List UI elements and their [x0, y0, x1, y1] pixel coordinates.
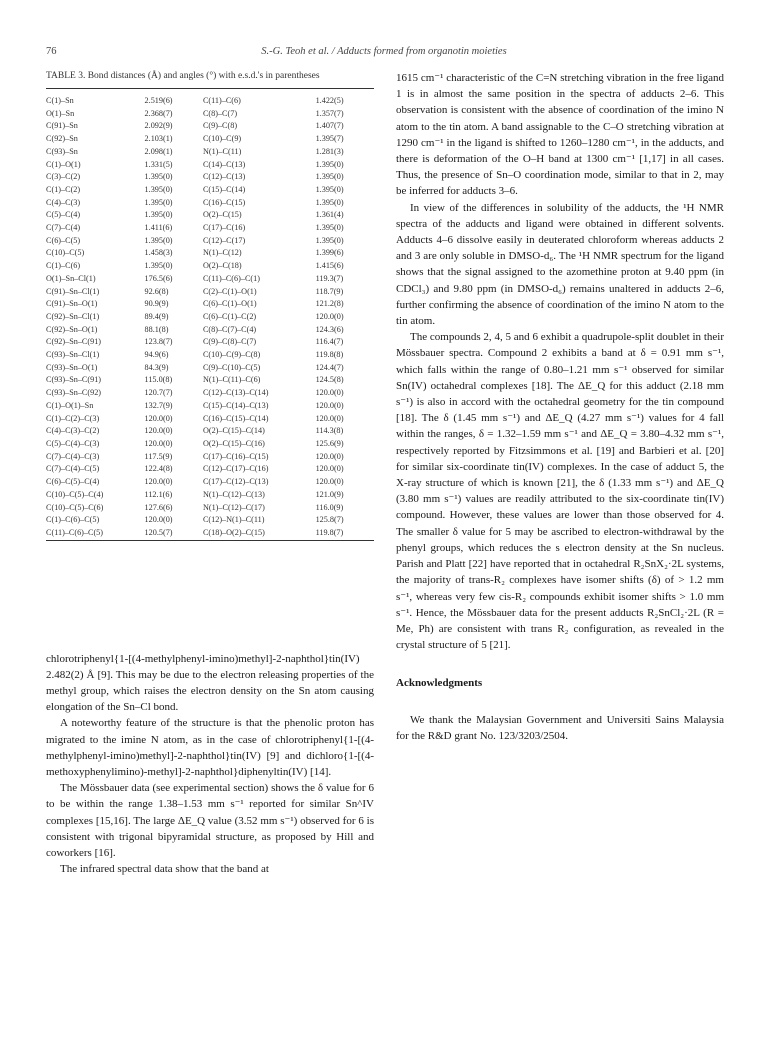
bond-value-cell: 120.0(0)	[315, 477, 344, 487]
bond-label-cell: C(92)–Sn–C(91)	[46, 337, 102, 347]
bond-value-cell: 112.1(6)	[144, 489, 173, 499]
left-paragraph: The infrared spectral data show that the band at	[60, 863, 269, 876]
bond-value-cell: 89.4(9)	[144, 311, 169, 321]
bond-value-cell: 122.4(8)	[144, 464, 173, 474]
bond-value-cell: 1.395(0)	[315, 197, 344, 207]
bond-label-cell: C(2)–C(1)–O(1)	[202, 286, 257, 296]
table-row	[46, 197, 374, 210]
bond-value-cell: 1.407(7)	[315, 121, 344, 131]
table-row	[46, 120, 374, 133]
bond-label-cell: N(1)–C(12)–C(13)	[202, 489, 265, 499]
running-header	[46, 46, 722, 60]
left-body	[46, 651, 374, 878]
bond-label-cell: C(6)–C(5)	[46, 235, 81, 245]
table-row	[46, 502, 374, 515]
bond-value-cell: 120.0(0)	[144, 515, 173, 525]
bond-label-cell: C(18)–O(2)–C(15)	[202, 527, 265, 537]
table-row	[46, 514, 374, 527]
bond-value-cell: 132.7(9)	[144, 400, 173, 410]
bond-value-cell: 119.3(7)	[315, 273, 344, 283]
bond-value-cell: 125.8(7)	[315, 515, 344, 525]
table-row	[46, 387, 374, 400]
bond-value-cell: 114.3(8)	[315, 426, 344, 436]
table-row	[46, 311, 374, 324]
bond-value-cell: 119.8(8)	[315, 350, 344, 360]
table-row	[46, 95, 374, 108]
bond-value-cell: 90.9(9)	[144, 299, 169, 309]
bond-value-cell: 2.519(6)	[144, 96, 173, 105]
bond-label-cell: C(10)–C(5)–C(4)	[46, 489, 104, 499]
bond-label-cell: N(1)–C(11)	[202, 146, 242, 156]
bond-value-cell: 1.395(0)	[144, 210, 173, 220]
bond-label-cell: C(9)–C(8)	[202, 121, 238, 131]
bond-label-cell: C(7)–C(4)–C(5)	[46, 464, 100, 474]
table-row	[46, 159, 374, 172]
bond-table	[46, 88, 374, 544]
table-row	[46, 400, 374, 413]
table-row	[46, 209, 374, 222]
bond-label-cell: C(9)–C(10)–C(5)	[202, 362, 261, 372]
bond-value-cell: 94.9(6)	[144, 350, 169, 360]
bond-label-cell: C(93)–Sn–C(91)	[46, 375, 102, 385]
bond-label-cell: C(8)–C(7)	[202, 108, 238, 118]
bond-label-cell: C(15)–C(14)–C(13)	[202, 400, 269, 410]
table-row	[46, 527, 374, 540]
bond-label-cell: C(14)–C(13)	[202, 159, 246, 169]
bond-label-cell: C(9)–C(8)–C(7)	[202, 337, 257, 347]
bond-label-cell: C(1)–O(1)–Sn	[46, 400, 94, 410]
bond-value-cell: 116.4(7)	[315, 337, 344, 347]
bond-value-cell: 120.0(0)	[315, 400, 344, 410]
bond-label-cell: C(6)–C(1)–C(2)	[202, 311, 257, 321]
bond-label-cell: C(92)–Sn–Cl(1)	[46, 311, 100, 321]
table-row	[46, 324, 374, 337]
table-row	[46, 298, 374, 311]
bond-label-cell: C(6)–C(5)–C(4)	[46, 477, 100, 487]
bond-label-cell: C(5)–C(4)–C(3)	[46, 438, 100, 448]
bond-value-cell: 119.8(7)	[315, 527, 344, 537]
bond-label-cell: O(2)–C(15)	[202, 210, 242, 220]
left-column	[46, 70, 374, 877]
bond-label-cell: C(11)–C(6)–C(1)	[202, 273, 260, 283]
bond-value-cell: 116.0(9)	[315, 502, 344, 512]
table-row	[46, 235, 374, 248]
right-paragraph: In view of the differences in solubility of the adducts, the ¹H NMR spectra of the adducts and ligand were obtained in different solvents. Adducts 4–6 dissolve easily in deuterated chloroform whereas adducts 2 and 3 are only soluble in DMSO-d₆. The ¹H NMR spectrum for the ligand shows that the signal assigned to the azomethine proton at 9.40 ppm (in CDCl₃) and 9.80 ppm (in DMSO-d₆) remains unaltered in adducts 2–6, further confirming the absence of coordination of the imino N atom to the tin atom.	[396, 201, 724, 328]
bond-value-cell: 2.103(1)	[144, 134, 173, 144]
running-title: S.-G. Teoh et al. / Adducts formed from organotin moieties	[261, 46, 507, 57]
bond-value-cell: 1.411(6)	[144, 223, 173, 233]
bond-label-cell: C(93)–Sn–C(92)	[46, 388, 102, 398]
bond-label-cell: C(12)–C(17)	[202, 235, 246, 245]
bond-value-cell: 124.5(8)	[315, 375, 344, 385]
bond-label-cell: C(92)–Sn	[46, 134, 78, 144]
bond-value-cell: 124.4(7)	[315, 362, 344, 372]
bond-label-cell: O(1)–Sn–Cl(1)	[46, 273, 96, 283]
bond-label-cell: C(11)–C(6)	[202, 96, 241, 105]
right-paragraph: The compounds 2, 4, 5 and 6 exhibit a quadrupole-split doublet in their Mössbauer spectra. Compound 2 exhibits a band at δ = 0.91 mm s⁻¹, which falls within the range of 0.80–1.21 mm s⁻¹ observed for similar Sn(IV) octahedral complexes [18]. The ΔE_Q for this adduct (2.18 mm s⁻¹) is also in accord with the octahedral geometry for the tin compound [18]. The δ (1.45 mm s⁻¹) and ΔE_Q (4.27 mm s⁻¹) values for 4 fall within the ranges, δ = 1.32–1.59 mm s⁻¹ and ΔE_Q = 3.80–4.32 mm s⁻¹, respectively reported by Fitzsimmons et al. [19] and Barbieri et al. [20] for similar six-coordinate tin(IV) complexes. In the case of adduct 5, the X-ray structure of which is known [21], the δ (1.33 mm s⁻¹) and ΔE_Q (3.80 mm s⁻¹) values are readily attributed to the six-coordinate tin(IV) compound. However, these values are lower than those observed for 4. The smaller δ value for 5 may be ascribed to electron-withdrawal by the phenyl groups, which reduces the s electron density at the Sn nucleus. Parish and Platt [22] have reported that in octahedral R₂SnX₂·2L systems, the majority of trans-R₂ complexes have isomer shifts (δ) of > 1.2 mm s⁻¹, whereas very few cis-R₂ compounds exhibit isomer shifts > 1.0 mm s⁻¹. Hence, the Mössbauer data for the present adducts R₂SnCl₂·2L (R = Me, Ph) are consistent with trans R₂ configuration, as revealed in the crystal structure of 5 [21].	[396, 331, 724, 652]
bond-label-cell: C(10)–C(5)	[46, 248, 85, 258]
bond-label-cell: N(1)–C(12)–C(17)	[202, 502, 265, 512]
bond-value-cell: 117.5(9)	[144, 451, 173, 461]
left-paragraph: The Mössbauer data (see experimental section) shows the δ value for 6 to be within the range 1.38–1.53 mm s⁻¹ reported for similar Sn^IV complexes [15,16]. The large ΔE_Q value (3.52 mm s⁻¹) observed for 6 is consistent with trigonal bipyramidal structure, as proposed by Hill and coworkers [16].	[46, 782, 374, 860]
right-column	[396, 70, 724, 744]
bond-label-cell: O(2)–C(18)	[202, 261, 242, 271]
bond-value-cell: 120.5(7)	[144, 527, 173, 537]
table-row	[46, 413, 374, 426]
table-row	[46, 362, 374, 375]
bond-value-cell: 1.395(0)	[315, 159, 344, 169]
bond-label-cell: C(93)–Sn–O(1)	[46, 362, 98, 372]
bond-label-cell: C(93)–Sn–Cl(1)	[46, 350, 100, 360]
bond-label-cell: C(17)–C(16)	[202, 223, 246, 233]
bond-label-cell: C(8)–C(7)–C(4)	[202, 324, 257, 334]
bond-value-cell: 1.395(0)	[144, 197, 173, 207]
table-row	[46, 336, 374, 349]
bond-label-cell: C(1)–C(6)–C(5)	[46, 515, 100, 525]
bond-label-cell: N(1)–C(12)	[202, 248, 242, 258]
bond-value-cell: 84.3(9)	[144, 362, 169, 372]
bond-label-cell: C(3)–C(2)	[46, 172, 81, 182]
bond-value-cell: 120.0(0)	[144, 477, 173, 487]
left-paragraph: A noteworthy feature of the structure is that the phenolic proton has migrated to the imine N atom, as in the case of chlorotriphenyl{1-[(4-methylphenyl-imino)methyl]-2-naphthol}tin(IV) [9] and dichloro{1-[(4-methoxyphenylimino)-methyl]-2-naphthol}diphenyltin(IV) [14].	[46, 717, 374, 779]
table-row	[46, 349, 374, 362]
bond-label-cell: C(10)–C(9)	[202, 134, 242, 144]
bond-label-cell: C(1)–O(1)	[46, 159, 81, 169]
table-row	[46, 451, 374, 464]
bond-label-cell: C(91)–Sn	[46, 121, 78, 131]
bond-label-cell: C(1)–C(6)	[46, 261, 81, 271]
bond-value-cell: 1.395(7)	[315, 134, 344, 144]
bond-label-cell: C(16)–C(15)	[202, 197, 246, 207]
bond-value-cell: 1.422(5)	[315, 96, 344, 105]
bond-label-cell: C(17)–C(16)–C(15)	[202, 451, 269, 461]
bond-label-cell: C(93)–Sn	[46, 146, 78, 156]
bond-label-cell: O(2)–C(15)–C(16)	[202, 438, 265, 448]
bond-label-cell: O(1)–Sn	[46, 108, 75, 118]
bond-value-cell: 125.6(9)	[315, 438, 344, 448]
bond-value-cell: 121.0(9)	[315, 489, 344, 499]
bond-value-cell: 1.458(3)	[144, 248, 173, 258]
bond-label-cell: C(1)–Sn	[46, 96, 74, 105]
bond-label-cell: C(6)–C(1)–O(1)	[202, 299, 257, 309]
bond-value-cell: 120.0(0)	[315, 311, 344, 321]
table-row	[46, 133, 374, 146]
bond-label-cell: N(1)–C(11)–C(6)	[202, 375, 261, 385]
bond-label-cell: C(10)–C(9)–C(8)	[202, 350, 261, 360]
bond-value-cell: 120.0(0)	[144, 438, 173, 448]
page-number: 76	[46, 46, 57, 57]
bond-value-cell: 1.395(0)	[144, 235, 173, 245]
bond-value-cell: 1.395(0)	[144, 172, 173, 182]
bond-value-cell: 2.368(7)	[144, 108, 173, 118]
bond-label-cell: C(5)–C(4)	[46, 210, 81, 220]
table-row	[46, 247, 374, 260]
bond-value-cell: 123.8(7)	[144, 337, 173, 347]
table-row	[46, 108, 374, 121]
bond-value-cell: 1.395(0)	[315, 223, 344, 233]
table-row	[46, 273, 374, 286]
table-row	[46, 184, 374, 197]
bond-value-cell: 1.361(4)	[315, 210, 344, 220]
right-paragraph: 1615 cm⁻¹ characteristic of the C=N stretching vibration in the free ligand 1 is in almost the same position in the spectra of adducts 2–6. This observation is consistent with the absence of coordination of the imino N atom to the tin atom. A band assignable to the C–O stretching vibration at 1290 cm⁻¹ in the ligand is shifted to 1260–1280 cm⁻¹, in the adducts, and there is deformation of the O–H band at 1300 cm⁻¹ [1,17] in all cases. Thus, the presence of Sn–O coordination mode, similar to that in 2, may be inferred for adducts 3–6.	[396, 72, 724, 198]
bond-value-cell: 1.357(7)	[315, 108, 344, 118]
acknowledgments-heading: Acknowledgments	[396, 677, 483, 690]
bond-value-cell: 2.092(9)	[144, 121, 173, 131]
bond-label-cell: C(91)–Sn–Cl(1)	[46, 286, 100, 296]
bond-label-cell: C(12)–C(13)	[202, 172, 246, 182]
bond-value-cell: 120.0(0)	[315, 388, 344, 398]
bond-label-cell: C(4)–C(3)–C(2)	[46, 426, 100, 436]
table-row	[46, 476, 374, 489]
bond-label-cell: C(91)–Sn–O(1)	[46, 299, 98, 309]
table-row	[46, 260, 374, 273]
bond-value-cell: 1.281(3)	[315, 146, 344, 156]
table-row	[46, 489, 374, 502]
bond-value-cell: 1.395(0)	[144, 261, 173, 271]
bond-label-cell: C(12)–N(1)–C(11)	[202, 515, 265, 525]
bond-label-cell: C(7)–C(4)	[46, 223, 81, 233]
table-row	[46, 171, 374, 184]
bond-value-cell: 92.6(8)	[144, 286, 169, 296]
bond-value-cell: 121.2(8)	[315, 299, 344, 309]
bond-label-cell: C(10)–C(5)–C(6)	[46, 502, 104, 512]
bond-value-cell: 120.0(0)	[144, 426, 173, 436]
bond-value-cell: 115.0(8)	[144, 375, 173, 385]
bond-label-cell: C(12)–C(17)–C(16)	[202, 464, 269, 474]
bond-label-cell: C(15)–C(14)	[202, 184, 246, 194]
table-row	[46, 374, 374, 387]
bond-label-cell: C(7)–C(4)–C(3)	[46, 451, 100, 461]
bond-label-cell: C(4)–C(3)	[46, 197, 81, 207]
bond-label-cell: C(1)–C(2)–C(3)	[46, 413, 100, 423]
bond-value-cell: 1.395(0)	[315, 172, 344, 182]
bond-value-cell: 120.7(7)	[144, 388, 173, 398]
bond-value-cell: 120.0(0)	[315, 413, 344, 423]
bond-label-cell: C(16)–C(15)–C(14)	[202, 413, 269, 423]
bond-value-cell: 1.395(0)	[315, 235, 344, 245]
bond-value-cell: 120.0(0)	[144, 413, 173, 423]
acknowledgments-text: We thank the Malaysian Government and Universiti Sains Malaysia for the R&D grant No. 123/3203/2504.	[396, 713, 724, 742]
table-row	[46, 222, 374, 235]
bond-value-cell: 118.7(9)	[315, 286, 344, 296]
left-paragraph: chlorotriphenyl{1-[(4-methylphenyl-imino)methyl]-2-naphthol}tin(IV) 2.482(2) Å [9]. This may be due to the electron releasing properties of the methyl group, which raises the electron density on the Sn atom causing elongation of the Sn–Cl bond.	[46, 652, 374, 714]
table-row	[46, 463, 374, 476]
bond-label-cell: C(1)–C(2)	[46, 184, 81, 194]
bond-label-cell: C(92)–Sn–O(1)	[46, 324, 98, 334]
table-row	[46, 425, 374, 438]
bond-value-cell: 120.0(0)	[315, 451, 344, 461]
bond-value-cell: 120.0(0)	[315, 464, 344, 474]
table-row	[46, 286, 374, 299]
bond-value-cell: 127.6(6)	[144, 502, 173, 512]
bond-label-cell: C(11)–C(6)–C(5)	[46, 527, 104, 537]
bond-label-cell: C(17)–C(12)–C(13)	[202, 477, 269, 487]
bond-value-cell: 1.415(6)	[315, 261, 344, 271]
bond-value-cell: 1.395(0)	[144, 184, 173, 194]
bond-value-cell: 88.1(8)	[144, 324, 169, 334]
bond-label-cell: O(2)–C(15)–C(14)	[202, 426, 265, 436]
bond-value-cell: 2.098(1)	[144, 146, 173, 156]
bond-value-cell: 124.3(6)	[315, 324, 344, 334]
bond-value-cell: 1.399(6)	[315, 248, 344, 258]
table-row	[46, 146, 374, 159]
bond-label-cell: C(12)–C(13)–C(14)	[202, 388, 269, 398]
bond-value-cell: 176.5(6)	[144, 273, 173, 283]
bond-value-cell: 1.395(0)	[315, 184, 344, 194]
table-row	[46, 438, 374, 451]
bond-value-cell: 1.331(5)	[144, 159, 173, 169]
table-caption: TABLE 3. Bond distances (Å) and angles (°) with e.s.d.'s in parentheses	[46, 71, 320, 81]
